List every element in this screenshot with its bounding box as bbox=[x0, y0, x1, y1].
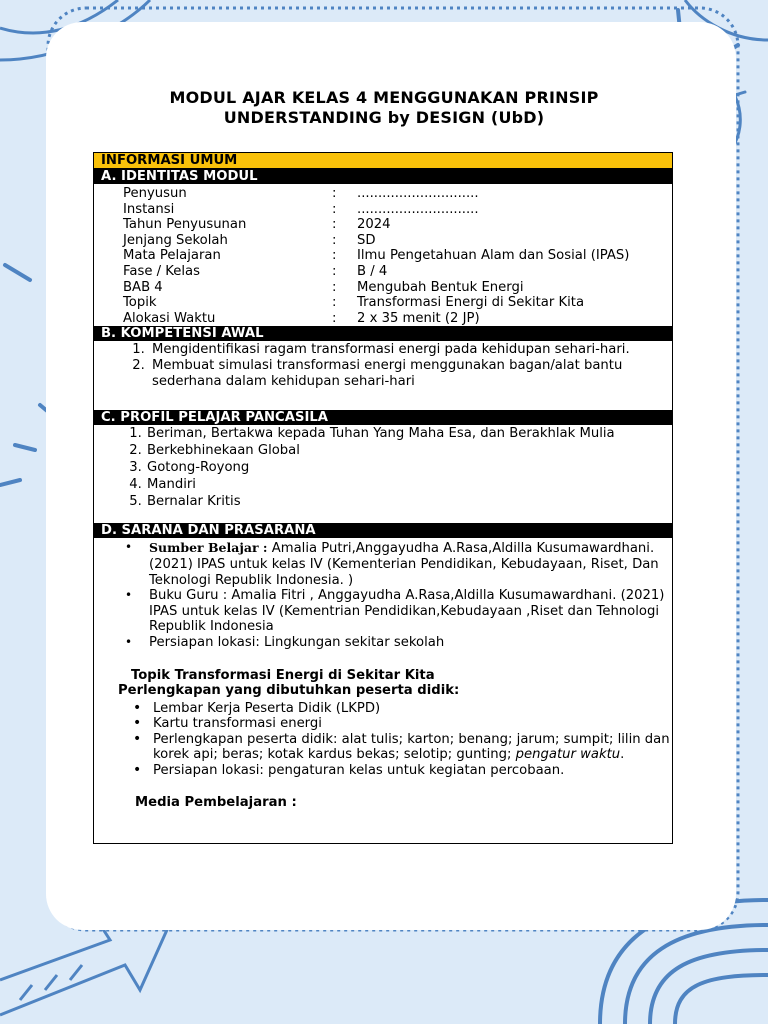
list-item: 3. Gotong-Royong bbox=[146, 460, 672, 477]
topic-line: Topik Transformasi Energi di Sekitar Kita bbox=[131, 667, 435, 683]
list-item: 4. Mandiri bbox=[146, 477, 672, 494]
kompetensi-list bbox=[94, 341, 672, 410]
identitas-row bbox=[94, 217, 672, 233]
list-item: 2. Membuat simulasi transformasi energi menggunakan bagan/alat bantu sederhana dalam kehidupan sehari-hari bbox=[149, 358, 672, 389]
row-sep: : bbox=[332, 232, 337, 248]
row-value: ............................. bbox=[357, 201, 479, 217]
sarana-content bbox=[94, 538, 672, 810]
row-label: Fase / Kelas bbox=[123, 263, 200, 279]
row-label: Jenjang Sekolah bbox=[123, 232, 228, 248]
list-item: • Persiapan lokasi: pengaturan kelas untuk kegiatan percobaan. bbox=[153, 763, 672, 779]
row-value: Ilmu Pengetahuan Alam dan Sosial (IPAS) bbox=[357, 248, 630, 264]
row-label: BAB 4 bbox=[123, 279, 163, 295]
identitas-row bbox=[94, 311, 672, 327]
list-item: 5. Bernalar Kritis bbox=[146, 494, 672, 511]
identitas-row bbox=[94, 280, 672, 296]
row-value: Mengubah Bentuk Energi bbox=[357, 279, 524, 295]
row-label: Penyusun bbox=[123, 186, 187, 201]
row-value: SD bbox=[357, 232, 376, 248]
row-label: Mata Pelajaran bbox=[123, 248, 221, 264]
list-item: 2. Berkebhinekaan Global bbox=[146, 443, 672, 460]
perlengkapan-text: Perlengkapan peserta didik: alat tulis; karton; benang; jarum; sumpit; lilin dan korek api; beras; kotak kardus bekas; selotip; gunting; bbox=[153, 731, 670, 763]
section-b-heading: B. KOMPETENSI AWAL bbox=[94, 326, 672, 341]
row-sep: : bbox=[332, 217, 337, 233]
row-label: Tahun Penyusunan bbox=[123, 217, 247, 233]
row-value: Transformasi Energi di Sekitar Kita bbox=[357, 295, 585, 311]
title-line-1: MODUL AJAR KELAS 4 MENGGUNAKAN PRINSIP bbox=[169, 88, 599, 107]
row-value: 2 x 35 menit (2 JP) bbox=[357, 310, 480, 326]
row-sep: : bbox=[332, 310, 337, 326]
perlengkapan-end: . bbox=[620, 747, 625, 763]
section-d-heading: D. SARANA DAN PRASARANA bbox=[94, 523, 672, 538]
list-item: • Persiapan lokasi: Lingkungan sekitar sekolah bbox=[149, 635, 672, 651]
row-sep: : bbox=[332, 279, 337, 295]
row-sep: : bbox=[332, 295, 337, 311]
row-value: ............................. bbox=[357, 186, 479, 201]
list-item: 1. Mengidentifikasi ragam transformasi energi pada kehidupan sehari-hari. bbox=[149, 342, 672, 358]
identitas-row bbox=[94, 233, 672, 249]
perlengkapan-heading: Perlengkapan yang dibutuhkan peserta didik: bbox=[118, 683, 460, 699]
row-sep: : bbox=[332, 201, 337, 217]
list-item: • Buku Guru : Amalia Fitri , Anggayudha A.Rasa,Aldilla Kusumawardhani. (2021) IPAS untuk kelas IV (Kementrian Pendidikan,Kebudayaan ,Riset dan Tehnologi Republik Indonesia bbox=[149, 588, 672, 635]
list-item: • Lembar Kerja Peserta Didik (LKPD) bbox=[153, 701, 672, 717]
identitas-row bbox=[94, 186, 672, 202]
page-title bbox=[94, 88, 674, 128]
media-heading: Media Pembelajaran : bbox=[135, 794, 297, 810]
row-value: 2024 bbox=[357, 217, 391, 233]
profil-list bbox=[94, 425, 672, 523]
section-a-heading: A. IDENTITAS MODUL bbox=[94, 169, 672, 184]
identitas-table bbox=[94, 184, 672, 326]
row-sep: : bbox=[332, 263, 337, 279]
perlengkapan-italic: pengatur waktu bbox=[515, 747, 621, 763]
identitas-row bbox=[94, 202, 672, 218]
row-label: Alokasi Waktu bbox=[123, 310, 216, 326]
list-item: • Kartu transformasi energi bbox=[153, 716, 672, 732]
row-value: B / 4 bbox=[357, 263, 388, 279]
list-item bbox=[153, 732, 672, 763]
row-label: Instansi bbox=[123, 201, 175, 217]
identitas-row bbox=[94, 248, 672, 264]
module-document bbox=[93, 152, 673, 844]
identitas-row bbox=[94, 295, 672, 311]
list-item bbox=[149, 540, 672, 588]
section-c-heading: C. PROFIL PELAJAR PANCASILA bbox=[94, 410, 672, 425]
title-line-2: UNDERSTANDING by DESIGN (UbD) bbox=[223, 108, 545, 127]
list-item: 1. Beriman, Bertakwa kepada Tuhan Yang Maha Esa, dan Berakhlak Mulia bbox=[146, 426, 672, 443]
row-sep: : bbox=[332, 186, 337, 201]
sumber-belajar-label: Sumber Belajar : bbox=[149, 540, 268, 556]
identitas-row bbox=[94, 264, 672, 280]
row-label: Topik bbox=[123, 295, 157, 311]
row-sep: : bbox=[332, 248, 337, 264]
sumber-belajar-text: Amalia Putri,Anggayudha A.Rasa,Aldilla Kusumawardhani. (2021) IPAS untuk kelas IV (Kementerian Pendidikan, Kebudayaan, Riset, Dan Teknologi Republik Indonesia. ) bbox=[149, 541, 659, 588]
informasi-umum-header: INFORMASI UMUM bbox=[94, 153, 672, 169]
